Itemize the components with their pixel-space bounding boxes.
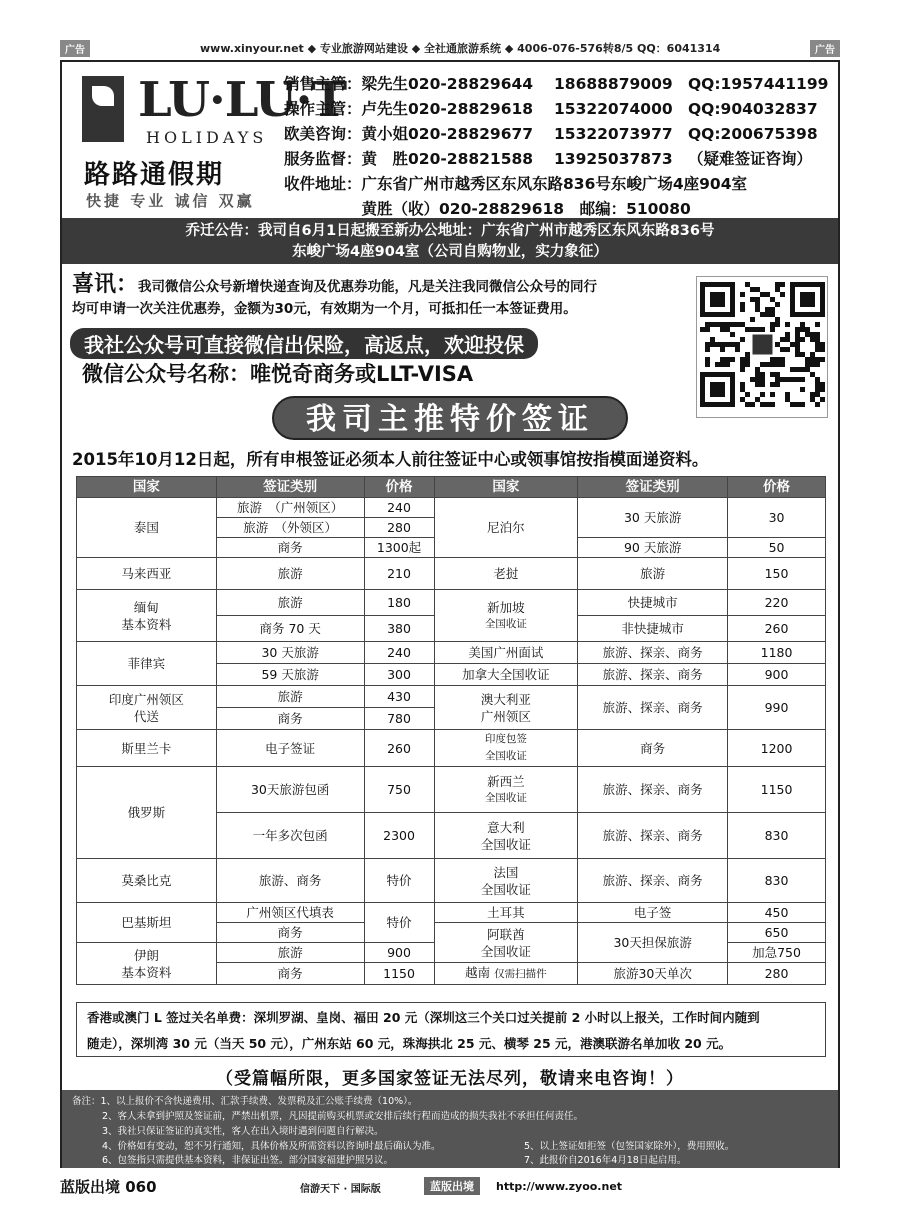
country-name: 越南 — [465, 965, 491, 980]
country-cell — [434, 590, 578, 642]
price-cell: 300 — [364, 664, 434, 686]
price-cell: 220 — [728, 590, 826, 616]
country-name: 印度广州领区 — [108, 691, 184, 707]
ad-tag-right: 广告 — [810, 40, 840, 57]
visa-type-cell: 商务 — [216, 538, 364, 558]
logo-slogan: 快捷 专业 诚信 双赢 — [86, 192, 255, 210]
col-header: 价格 — [728, 477, 826, 498]
page-footer — [60, 1174, 840, 1198]
contact-name: 欧美咨询：黄小姐020-28829677 — [284, 125, 534, 143]
notice-line: 乔迁公告：我司自6月1日起搬至新办公地址：广东省广州市越秀区东风东路836号 — [185, 223, 715, 239]
visa-type-cell: 快捷城市 — [578, 590, 728, 616]
price-cell: 650 — [728, 923, 826, 943]
price-cell: 特价 — [364, 859, 434, 903]
visa-type-cell: 30天旅游包函 — [216, 767, 364, 813]
country-note: 全国收证 — [480, 881, 531, 897]
promo-line: 均可申请一次关注优惠券，金额为30元，有效期为一个月，可抵扣任一本签证费用。 — [72, 301, 577, 317]
visa-type-cell: 旅游30天单次 — [578, 963, 728, 985]
publisher-name: 信游天下 · 国际版 — [300, 1184, 381, 1195]
country-cell — [77, 686, 217, 730]
country-cell — [77, 943, 217, 985]
country-note: 基本资料 — [121, 616, 172, 632]
price-cell: 380 — [364, 616, 434, 642]
ad-frame — [60, 60, 840, 1168]
contact-qq: QQ:1957441199 — [688, 75, 829, 93]
price-cell: 990 — [728, 686, 826, 730]
price-cell: 750 — [364, 767, 434, 813]
visa-type-cell: 59 天旅游 — [216, 664, 364, 686]
country-cell: 加拿大全国收证 — [434, 664, 578, 686]
country-note: 基本资料 — [121, 964, 172, 980]
country-cell: 巴基斯坦 — [77, 903, 217, 943]
price-cell: 1300起 — [364, 538, 434, 558]
visa-type-cell: 旅游、探亲、商务 — [578, 664, 728, 686]
price-cell: 1180 — [728, 642, 826, 664]
contact-mobile: 15322074000 — [554, 100, 673, 118]
remark-line: 备注：1、以上报价不含快递费用、汇款手续费、发票税及汇公账手续费（10%）。 — [72, 1096, 418, 1107]
price-cell: 2300 — [364, 813, 434, 859]
visa-type-cell: 旅游、探亲、商务 — [578, 686, 728, 730]
price-cell: 1150 — [728, 767, 826, 813]
contact-mobile: 18688879009 — [554, 75, 673, 93]
hk-note-line: 香港或澳门 L 签过关名单费：深圳罗湖、皇岗、福田 20 元（深圳这三个关口过关提前 2 小时以上报关，工作时间内随到 — [87, 1010, 760, 1025]
country-cell — [434, 767, 578, 813]
price-cell: 260 — [364, 730, 434, 767]
country-cell — [434, 963, 578, 985]
visa-type-cell: 30天担保旅游 — [578, 923, 728, 963]
remark-line: 7、此报价自2016年4月18日起启用。 — [524, 1155, 687, 1166]
price-cell: 900 — [728, 664, 826, 686]
visa-type-cell: 旅游、探亲、商务 — [578, 642, 728, 664]
price-cell: 特价 — [364, 903, 434, 943]
wechat-account-name: 微信公众号名称：唯悦奇商务或LLT-VISA — [82, 362, 474, 386]
contact-name: 销售主管：梁先生020-28829644 — [284, 75, 534, 93]
price-cell: 280 — [364, 518, 434, 538]
contact-qq: QQ:200675398 — [688, 125, 818, 143]
promo-text: 我司微信公众号新增快递查询及优惠券功能，凡是关注我同微信公众号的同行 — [138, 279, 598, 295]
price-cell: 900 — [364, 943, 434, 963]
price-cell: 210 — [364, 558, 434, 590]
contact-qq: QQ:904032837 — [688, 100, 818, 118]
country-note: 代送 — [133, 708, 159, 724]
contact-for-more: （受篇幅所限，更多国家签证无法尽列，敬请来电咨询！） — [216, 1069, 684, 1089]
contact-name: 操作主管：卢先生020-28829618 — [284, 100, 534, 118]
table-row — [77, 730, 826, 767]
contact-name: 服务监督：黄 胜020-28821588 — [284, 150, 534, 168]
country-name: 意大利 — [487, 819, 525, 835]
country-cell: 泰国 — [77, 498, 217, 558]
price-cell: 50 — [728, 538, 826, 558]
visa-type-cell: 旅游 — [578, 558, 728, 590]
table-row — [77, 767, 826, 813]
visa-type-cell: 90 天旅游 — [578, 538, 728, 558]
ad-strip-text: www.xinyour.net ◆ 专业旅游网站建设 ◆ 全社通旅游系统 ◆ 4006-076-576转8/5 QQ：6041314 — [200, 42, 721, 55]
insurance-pill: 我社公众号可直接微信出保险，高返点，欢迎投保 — [70, 328, 538, 359]
country-cell: 老挝 — [434, 558, 578, 590]
table-row — [77, 859, 826, 903]
promo-line — [72, 274, 692, 298]
country-cell — [434, 859, 578, 903]
visa-type-cell: 旅游 — [216, 686, 364, 708]
visa-type-cell: 一年多次包函 — [216, 813, 364, 859]
table-row — [77, 642, 826, 664]
visa-type-cell: 旅游、商务 — [216, 859, 364, 903]
visa-type-cell: 广州领区代填表 — [216, 903, 364, 923]
country-cell — [434, 730, 578, 767]
qr-code-icon — [696, 276, 828, 418]
country-note: 仅需扫描件 — [494, 968, 547, 980]
visa-type-cell: 30 天旅游 — [216, 642, 364, 664]
qr-code-graphic — [697, 277, 827, 417]
visa-type-cell: 电子签 — [578, 903, 728, 923]
visa-type-cell: 旅游 （广州领区） — [216, 498, 364, 518]
promo-block — [72, 274, 692, 320]
logo-brand: LU·LU·T — [138, 72, 347, 128]
price-cell: 830 — [728, 813, 826, 859]
country-name: 澳大利亚 — [480, 691, 531, 707]
mailing-address: 收件地址：广东省广州市越秀区东风东路836号东峻广场4座904室 — [284, 175, 747, 193]
remark-line: 2、客人未拿到护照及签证前，严禁出机票，凡因提前购买机票或安排后续行程而造成的损失我社不承担任何责任。 — [102, 1111, 584, 1122]
col-header: 签证类别 — [578, 477, 728, 498]
country-name: 缅甸 — [133, 599, 159, 615]
country-note: 全国收证 — [484, 791, 527, 804]
country-cell: 莫桑比克 — [77, 859, 217, 903]
country-name: 伊朗 — [133, 947, 159, 963]
table-row — [77, 903, 826, 923]
country-note: 全国收证 — [480, 943, 531, 959]
page-number: 蓝版出境 060 — [60, 1178, 157, 1196]
section-badge: 蓝版出境 — [424, 1177, 480, 1195]
visa-type-cell: 30 天旅游 — [578, 498, 728, 538]
country-note: 广州领区 — [480, 708, 531, 724]
country-cell: 斯里兰卡 — [77, 730, 217, 767]
country-cell: 俄罗斯 — [77, 767, 217, 859]
contact-mobile: 15322073977 — [554, 125, 673, 143]
table-row — [77, 558, 826, 590]
relocation-notice — [62, 218, 838, 264]
price-cell: 150 — [728, 558, 826, 590]
notice-line: 东峻广场4座904室（公司自购物业，实力象征） — [292, 244, 608, 260]
country-cell: 马来西亚 — [77, 558, 217, 590]
ad-tag-left: 广告 — [60, 40, 90, 57]
price-cell: 240 — [364, 642, 434, 664]
logo-icon — [82, 76, 124, 142]
col-header: 签证类别 — [216, 477, 364, 498]
price-cell: 180 — [364, 590, 434, 616]
header — [62, 62, 838, 218]
logo-chinese-name: 路路通假期 — [84, 160, 225, 190]
table-row — [77, 590, 826, 616]
price-cell: 450 — [728, 903, 826, 923]
visa-type-cell: 旅游、探亲、商务 — [578, 859, 728, 903]
remark-line: 3、我社只保证签证的真实性，客人在出入境时遇到问题自行解决。 — [102, 1126, 384, 1137]
hk-macau-note — [76, 1002, 826, 1057]
mailing-recipient: 黄胜（收）020-28829618 邮编：510080 — [284, 200, 691, 218]
visa-type-cell: 旅游 （外领区） — [216, 518, 364, 538]
country-note: 全国收证 — [484, 617, 527, 630]
country-name: 阿联酋 — [487, 926, 525, 942]
remarks-block — [62, 1090, 838, 1168]
price-cell: 780 — [364, 708, 434, 730]
visa-type-cell: 商务 — [216, 963, 364, 985]
country-cell — [434, 686, 578, 730]
visa-type-cell: 商务 — [216, 708, 364, 730]
country-cell: 美国广州面试 — [434, 642, 578, 664]
country-note: 全国收证 — [480, 836, 531, 852]
schengen-policy: 2015年10月12日起，所有申根签证必须本人前往签证中心或领事馆按指模面递资料。 — [72, 450, 709, 469]
country-name: 印度包签 — [484, 733, 527, 745]
country-cell: 尼泊尔 — [434, 498, 578, 558]
price-cell: 280 — [728, 963, 826, 985]
logo-holidays: HOLIDAYS — [146, 128, 268, 147]
visa-price-table — [76, 476, 826, 985]
price-cell: 1200 — [728, 730, 826, 767]
table-row — [77, 498, 826, 518]
visa-type-cell: 电子签证 — [216, 730, 364, 767]
visa-type-cell: 非快捷城市 — [578, 616, 728, 642]
col-header: 国家 — [434, 477, 578, 498]
promo-head: 喜讯： — [72, 272, 139, 297]
country-name: 新西兰 — [487, 773, 525, 789]
price-cell: 240 — [364, 498, 434, 518]
price-cell: 830 — [728, 859, 826, 903]
visa-type-cell: 旅游 — [216, 590, 364, 616]
country-name: 新加坡 — [487, 599, 525, 615]
price-cell: 1150 — [364, 963, 434, 985]
visa-type-cell: 旅游、探亲、商务 — [578, 767, 728, 813]
table-row — [77, 686, 826, 708]
country-cell: 菲律宾 — [77, 642, 217, 686]
col-header: 国家 — [77, 477, 217, 498]
visa-type-cell: 商务 — [216, 923, 364, 943]
remark-line: 5、以上签证如拒签（包签国家除外），费用照收。 — [524, 1141, 735, 1152]
price-cell: 30 — [728, 498, 826, 538]
country-name: 法国 — [493, 864, 519, 880]
country-cell — [434, 923, 578, 963]
visa-type-cell: 旅游、探亲、商务 — [578, 813, 728, 859]
remark-line: 4、价格如有变动，恕不另行通知，具体价格及所需资料以咨询时最后确认为准。 — [102, 1141, 441, 1152]
table-header-row — [77, 477, 826, 498]
feature-title: 我司主推特价签证 — [272, 396, 628, 440]
top-ad-strip — [60, 38, 840, 56]
price-cell: 260 — [728, 616, 826, 642]
visa-type-cell: 旅游 — [216, 943, 364, 963]
visa-type-cell: 商务 70 天 — [216, 616, 364, 642]
contact-note: （疑难签证咨询） — [688, 150, 813, 168]
country-note: 全国收证 — [484, 750, 527, 762]
publisher-url: http://www.zyoo.net — [496, 1180, 623, 1193]
country-cell — [77, 590, 217, 642]
contact-mobile: 13925037873 — [554, 150, 673, 168]
price-cell: 430 — [364, 686, 434, 708]
hk-note-line: 随走），深圳湾 30 元（当天 50 元），广州东站 60 元，珠海拱北 25 元、横琴 25 元，港澳联游名单加收 20 元。 — [87, 1036, 732, 1051]
visa-type-cell: 商务 — [578, 730, 728, 767]
visa-type-cell: 旅游 — [216, 558, 364, 590]
country-cell — [434, 813, 578, 859]
price-cell: 加急750 — [728, 943, 826, 963]
remark-line: 6、包签指只需提供基本资料，非保证出签。部分国家福建护照另议。 — [102, 1155, 394, 1166]
country-cell: 土耳其 — [434, 903, 578, 923]
col-header: 价格 — [364, 477, 434, 498]
